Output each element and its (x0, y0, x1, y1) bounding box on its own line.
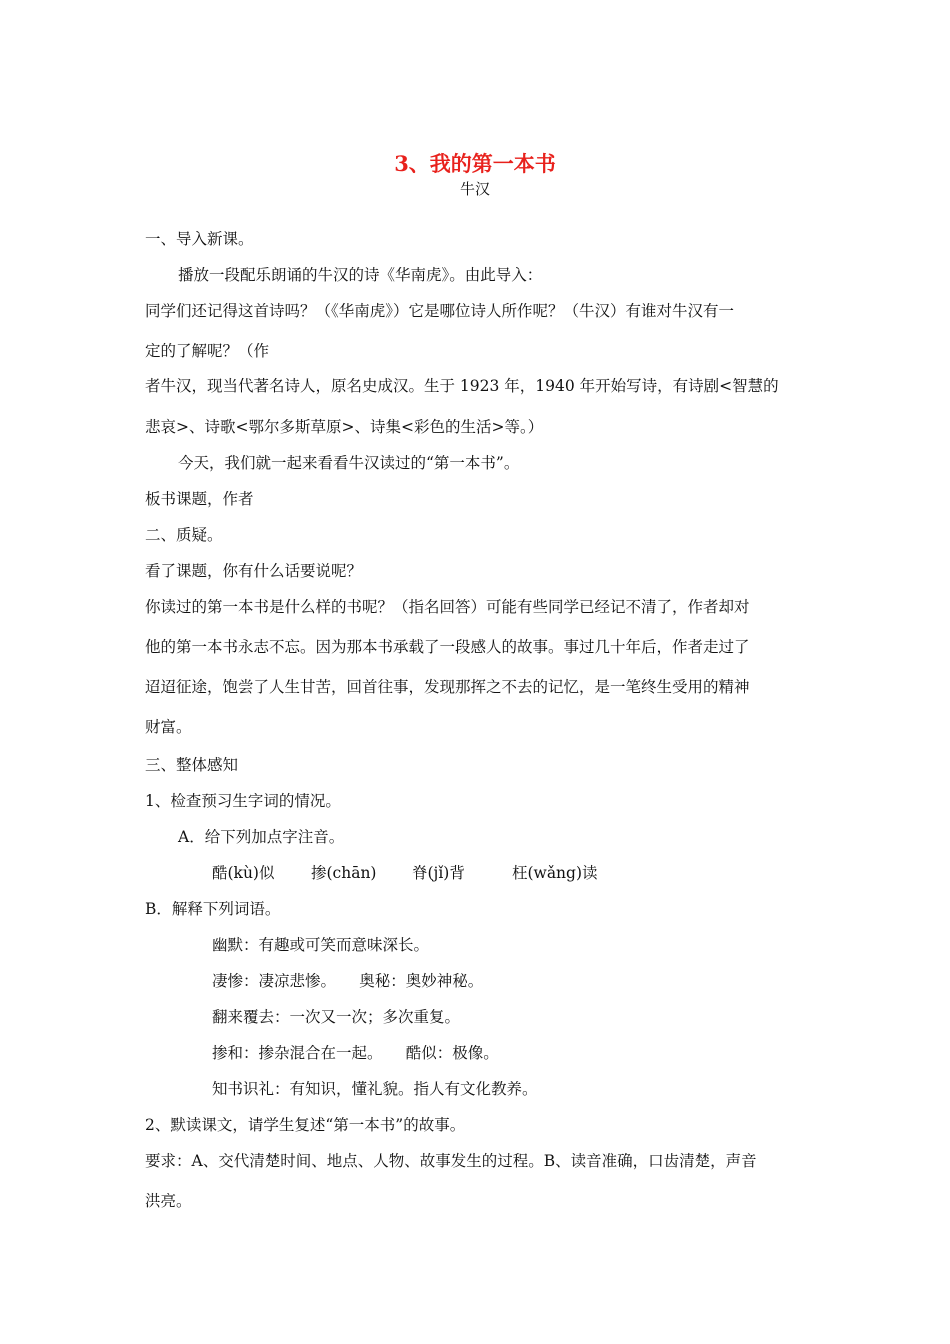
section-heading: 一、导入新课。 (145, 230, 254, 248)
paragraph: B．解释下列词语。 (145, 900, 281, 918)
paragraph: 同学们还记得这首诗吗？（《华南虎》）它是哪位诗人所作呢？（牛汉）有谁对牛汉有一 (145, 302, 735, 320)
paragraph: 财富。 (145, 718, 192, 736)
paragraph: A．给下列加点字注音。 (178, 828, 345, 846)
pinyin-item: 酷(kù)似 (212, 864, 275, 882)
paragraph: 要求：A、交代清楚时间、地点、人物、故事发生的过程。B、读音准确，口齿清楚，声音 (145, 1152, 757, 1170)
document-title: 3、我的第一本书 (394, 151, 556, 176)
vocab-item: 凄惨：凄凉悲惨。 奥秘：奥妙神秘。 (212, 972, 484, 990)
paragraph: 播放一段配乐朗诵的牛汉的诗《华南虎》。由此导入： (178, 266, 543, 284)
section-heading: 三、整体感知 (145, 756, 239, 774)
author: 牛汉 (459, 180, 490, 198)
paragraph: 悲哀>、诗歌<鄂尔多斯草原>、诗集<彩色的生活>等。） (145, 418, 544, 436)
paragraph: 看了课题，你有什么话要说呢？ (145, 562, 363, 580)
vocab-item: 幽默：有趣或可笑而意味深长。 (212, 936, 430, 954)
paragraph: 2、默读课文，请学生复述“第一本书”的故事。 (145, 1116, 466, 1134)
section-heading: 二、质疑。 (145, 526, 223, 544)
paragraph: 1、检查预习生字词的情况。 (145, 792, 341, 810)
paragraph: 定的了解呢？（作 (145, 342, 270, 360)
pinyin-item: 脊(jǐ)背 (412, 864, 465, 882)
vocab-item: 知书识礼：有知识，懂礼貌。指人有文化教养。 (212, 1080, 538, 1098)
paragraph: 今天，我们就一起来看看牛汉读过的“第一本书”。 (178, 454, 520, 472)
vocab-item: 掺和：掺杂混合在一起。 酷似：极像。 (212, 1044, 499, 1062)
paragraph: 洪亮。 (145, 1192, 192, 1210)
paragraph: 你读过的第一本书是什么样的书呢？（指名回答）可能有些同学已经记不清了，作者却对 (145, 598, 750, 616)
paragraph: 板书课题，作者 (145, 490, 254, 508)
paragraph: 迢迢征途，饱尝了人生甘苦，回首往事，发现那挥之不去的记忆，是一笔终生受用的精神 (145, 678, 750, 696)
vocab-item: 翻来覆去：一次又一次；多次重复。 (212, 1008, 461, 1026)
paragraph: 他的第一本书永志不忘。因为那本书承载了一段感人的故事。事过几十年后，作者走过了 (145, 638, 750, 656)
paragraph: 者牛汉，现当代著名诗人，原名史成汉。生于 1923 年，1940 年开始写诗，有诗剧<智慧的 (145, 377, 779, 395)
pinyin-item: 掺(chān) (311, 864, 377, 882)
pinyin-item: 枉(wǎng)读 (512, 864, 598, 882)
